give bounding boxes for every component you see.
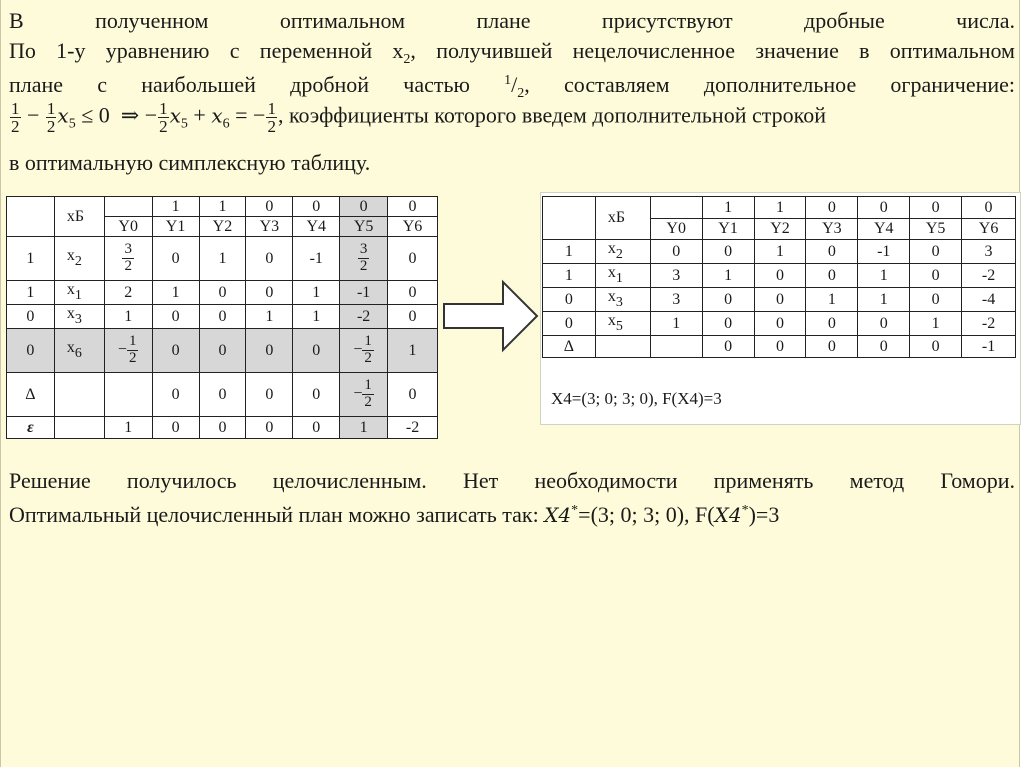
table-row: 1 x1 2 1 0 0 1 -1 0 xyxy=(7,281,438,305)
table-row-new-constraint: 0 x6 − $\frac{1}{2}$ 0 0 0 0 − $\frac{1}{2}$ 1 xyxy=(7,329,438,373)
frac-half-3: $\frac{1}{2}$ xyxy=(159,99,168,136)
table-row: 1 x1 3 1 0 0 1 0 -2 xyxy=(543,264,1016,288)
table-row: 0 x3 3 0 0 1 1 0 -4 xyxy=(543,288,1016,312)
header-row: Y0 Y1 Y2 Y3 Y4 Y5 Y6 xyxy=(7,217,438,237)
delta-row: Δ 0 0 0 0 − $\frac{1}{2}$ 0 xyxy=(7,373,438,417)
intro-line-1: В полученном оптимальном плане присутствуют дробные числа. xyxy=(9,8,1015,33)
constraint-line: $\frac{1}{2}$ − $\frac{1}{2}$ $x_5 \le 0$ ⇒ − $\frac{1}{2}$ $x_5 + x_6$ = − $\frac{1}{2}$ , коэффициенты которого введем дополнительной строкой xyxy=(11,99,826,136)
plan-result-text: X4=(3; 0; 3; 0), F(X4)=3 xyxy=(551,389,722,408)
intro-line-2: По 1-у уравнению с переменной $x_2$, получившей нецелочисленное значение в оптимальном xyxy=(9,38,1015,67)
basis-header: xБ xyxy=(595,197,650,240)
basis-header: xБ xyxy=(54,197,104,237)
cost-row: xБ 1 1 0 0 0 0 xyxy=(543,197,1016,219)
table-row: 1 x2 0 0 1 0 -1 0 3 xyxy=(543,240,1016,264)
intro-line-5: в оптимальную симплексную таблицу. xyxy=(9,150,371,175)
frac-half-2: $\frac{1}{2}$ xyxy=(46,99,56,136)
delta-row: Δ 0 0 0 0 0 -1 xyxy=(543,336,1016,358)
table-row: 1 x2 $\frac{3}{2}$ 0 1 0 -1 $\frac{3}{2}$ 0 xyxy=(7,237,438,281)
cost-row: xБ 1 1 0 0 0 0 xyxy=(7,197,438,217)
header-row: Y0 Y1 Y2 Y3 Y4 Y5 Y6 xyxy=(543,219,1016,240)
conclusion-line-1: Решение получилось целочисленным. Нет необходимости применять метод Гомори. xyxy=(9,468,1015,493)
simplex-table-extended xyxy=(6,196,438,439)
conclusion-line-2: Оптимальный целочисленный план можно записать так: X4*=(3; 0; 3; 0), F(X4*)=3 xyxy=(9,502,780,527)
right-arrow-icon xyxy=(441,276,541,356)
epsilon-row: ε 1 0 0 0 0 1 -2 xyxy=(7,417,438,439)
frac-half-1: $\frac{1}{2}$ xyxy=(11,99,20,136)
intro-line-3: плане с наибольшей дробной частью $^1/_2$, составляем дополнительное ограничение: xyxy=(9,72,1016,101)
table-row: 0 x3 1 0 0 1 1 -2 0 xyxy=(7,305,438,329)
table-row: 0 x5 1 0 0 0 0 1 -2 xyxy=(543,312,1016,336)
simplex-table-final xyxy=(542,196,1016,358)
frac-half-4: $\frac{1}{2}$ xyxy=(267,99,276,136)
